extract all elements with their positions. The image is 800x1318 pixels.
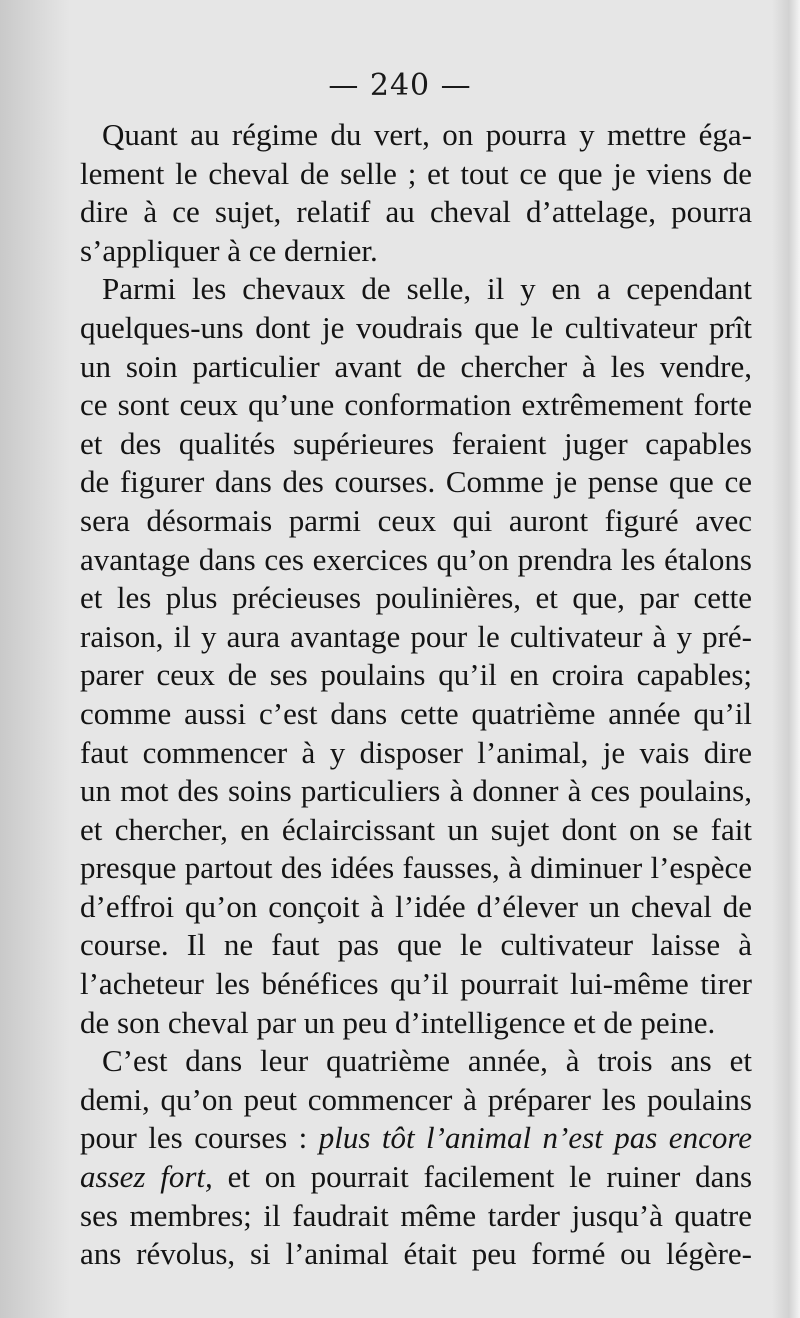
text-line xyxy=(80,155,752,194)
line-text: l’acheteur les bénéfices qu’il pourrait lui-même tirer xyxy=(80,966,752,1002)
text-line xyxy=(80,232,752,271)
line-text: un soin particulier avant de chercher à les vendre, xyxy=(80,348,752,384)
text-line xyxy=(80,386,752,425)
text-line xyxy=(80,116,752,155)
text-line xyxy=(80,502,752,541)
text-line xyxy=(80,1197,752,1236)
text-line xyxy=(80,579,752,618)
text-line xyxy=(80,1081,752,1120)
line-text: demi, qu’on peut commencer à préparer les poulains xyxy=(80,1081,752,1117)
text-line xyxy=(80,1119,752,1158)
line-text: sera désormais parmi ceux qui auront figuré avec xyxy=(80,502,752,538)
text-line xyxy=(80,965,752,1004)
line-text: et chercher, en éclaircissant un sujet dont on se fait xyxy=(80,811,752,847)
line-text: faut commencer à y disposer l’animal, je vais dire xyxy=(80,734,752,770)
line-text: et on pourrait facilement le ruiner dans xyxy=(212,1159,753,1195)
line-text: raison, il y aura avantage pour le cultivateur à y pré- xyxy=(80,618,752,654)
line-text: pour les courses : xyxy=(80,1120,319,1156)
line-text: de figurer dans des courses. Comme je pense que ce xyxy=(80,464,752,500)
line-text: dire à ce sujet, relatif au cheval d’attelage, pourra xyxy=(80,194,752,230)
line-text: ce sont ceux qu’une conformation extrêmement forte xyxy=(80,387,752,423)
line-text: avantage dans ces exercices qu’on prendra les étalons xyxy=(80,541,752,577)
text-line xyxy=(80,1004,752,1043)
text-line xyxy=(80,811,752,850)
text-line xyxy=(80,926,752,965)
line-text: ses membres; il faudrait même tarder jusqu’à quatre xyxy=(80,1197,752,1233)
text-line xyxy=(80,734,752,773)
italic-text: plus tôt l’animal n’est pas encore xyxy=(318,1120,752,1156)
line-text: C’est dans leur quatrième année, à trois ans et xyxy=(102,1043,752,1079)
line-text: ans révolus, si l’animal était peu formé ou légère- xyxy=(80,1236,752,1272)
text-line xyxy=(80,425,752,464)
text-line xyxy=(80,348,752,387)
text-line xyxy=(80,656,752,695)
body-text xyxy=(80,116,752,1274)
line-text: Quant au régime du vert, on pourra y mettre éga- xyxy=(102,117,752,152)
text-line xyxy=(80,1042,752,1081)
line-text: et les plus précieuses poulinières, et que, par cette xyxy=(80,580,752,616)
line-text: course. Il ne faut pas que le cultivateur laisse à xyxy=(80,927,752,963)
line-text: Parmi les chevaux de selle, il y en a cependant xyxy=(102,271,752,307)
text-line xyxy=(80,193,752,232)
line-text: lement le cheval de selle ; et tout ce que je viens de xyxy=(80,155,752,191)
text-line xyxy=(80,888,752,927)
text-line xyxy=(80,772,752,811)
line-text: de son cheval par un peu d’intelligence et de peine. xyxy=(80,1004,716,1040)
line-text: quelques-uns dont je voudrais que le cultivateur prît xyxy=(80,309,752,345)
line-text: s’appliquer à ce dernier. xyxy=(80,232,378,268)
text-line xyxy=(80,618,752,657)
line-text: parer ceux de ses poulains qu’il en croira capables; xyxy=(80,657,752,693)
page-number: — 240 — xyxy=(328,68,472,103)
text-line xyxy=(80,1235,752,1274)
text-line xyxy=(80,1158,752,1197)
line-text: comme aussi c’est dans cette quatrième année qu’il xyxy=(80,695,752,731)
line-text: un mot des soins particuliers à donner à ces poulains, xyxy=(80,773,752,809)
line-text: presque partout des idées fausses, à diminuer l’espèce xyxy=(80,850,752,886)
text-line xyxy=(80,849,752,888)
text-line xyxy=(80,541,752,580)
text-line xyxy=(80,463,752,502)
text-line xyxy=(80,309,752,348)
line-text: d’effroi qu’on conçoit à l’idée d’élever un cheval de xyxy=(80,888,752,924)
text-line xyxy=(80,270,752,309)
italic-text: assez fort, xyxy=(80,1159,213,1195)
text-line xyxy=(80,695,752,734)
line-text: et des qualités supérieures feraient juger capables xyxy=(80,425,752,461)
